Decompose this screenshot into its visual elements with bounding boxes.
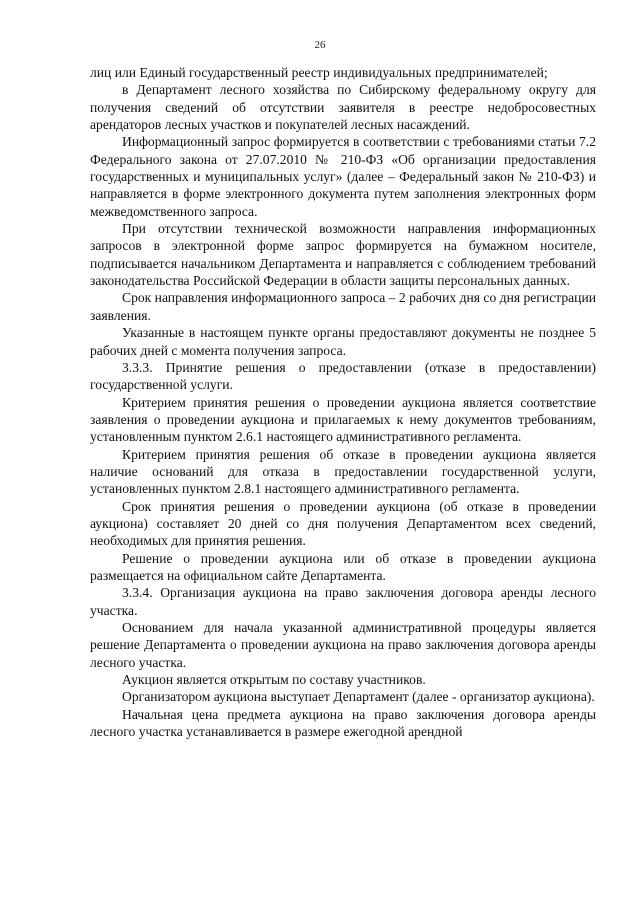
paragraph: в Департамент лесного хозяйства по Сибирскому федеральному округу для получения сведений об отсутствии заявителя в реестре недобросовестных арендаторов лесных участков и покупателей лесных насаждений.: [90, 82, 596, 133]
paragraph: Критерием принятия решения о проведении аукциона является соответствие заявления о проведении аукциона и прилагаемых к нему документов требованиям, установленным пунктом 2.6.1 настоящего административного регламента.: [90, 394, 596, 445]
paragraph: Начальная цена предмета аукциона на право заключения договора аренды лесного участка устанавливается в размере ежегодной арендной: [90, 706, 596, 740]
document-body: [90, 64, 596, 740]
paragraph: Срок направления информационного запроса – 2 рабочих дня со дня регистрации заявления.: [90, 290, 596, 323]
section-heading: 3.3.4. Организация аукциона на право заключения договора аренды лесного участка.: [90, 585, 596, 618]
paragraph: Основанием для начала указанной административной процедуры является решение Департамента о проведении аукциона на право заключения договора аренды лесного участка.: [90, 620, 596, 670]
paragraph-continuation: лиц или Единый государственный реестр индивидуальных предпринимателей;: [90, 65, 548, 80]
paragraph: При отсутствии технической возможности направления информационных запросов в электронной форме запрос формируется на бумажном носителе, подписывается начальником Департамента и направляется с соблюдением требований законодательства Российской Федерации в области защиты персональных данных.: [90, 221, 596, 289]
paragraph: Срок принятия решения о проведении аукциона (об отказе в проведении аукциона) составляет 20 дней со дня получения Департаментом всех сведений, необходимых для принятия решения.: [90, 498, 596, 549]
paragraph: Критерием принятия решения об отказе в проведении аукциона является наличие оснований для отказа в предоставлении государственной услуги, установленных пунктом 2.8.1 настоящего административного регламента.: [90, 446, 596, 497]
page-number: 26: [314, 39, 326, 51]
paragraph: Аукцион является открытым по составу участников.: [122, 672, 426, 688]
paragraph: Организатором аукциона выступает Департамент (далее - организатор аукциона).: [122, 689, 595, 705]
section-heading: 3.3.3. Принятие решения о предоставлении (отказе в предоставлении) государственной услуги.: [90, 359, 596, 393]
paragraph: Информационный запрос формируется в соответствии с требованиями статьи 7.2 Федерального закона от 27.07.2010 № 210-ФЗ «Об организации предоставления государственных и муниципальных услуг» (далее – Федеральный закон № 210-ФЗ) и направляется в форме электронного документа путем заполнения электронных форм межведомственного запроса.: [90, 134, 596, 219]
paragraph: Указанные в настоящем пункте органы предоставляют документы не позднее 5 рабочих дней с момента получения запроса.: [90, 325, 596, 358]
paragraph: Решение о проведении аукциона или об отказе в проведении аукциона размещается на официальном сайте Департамента.: [90, 550, 596, 583]
